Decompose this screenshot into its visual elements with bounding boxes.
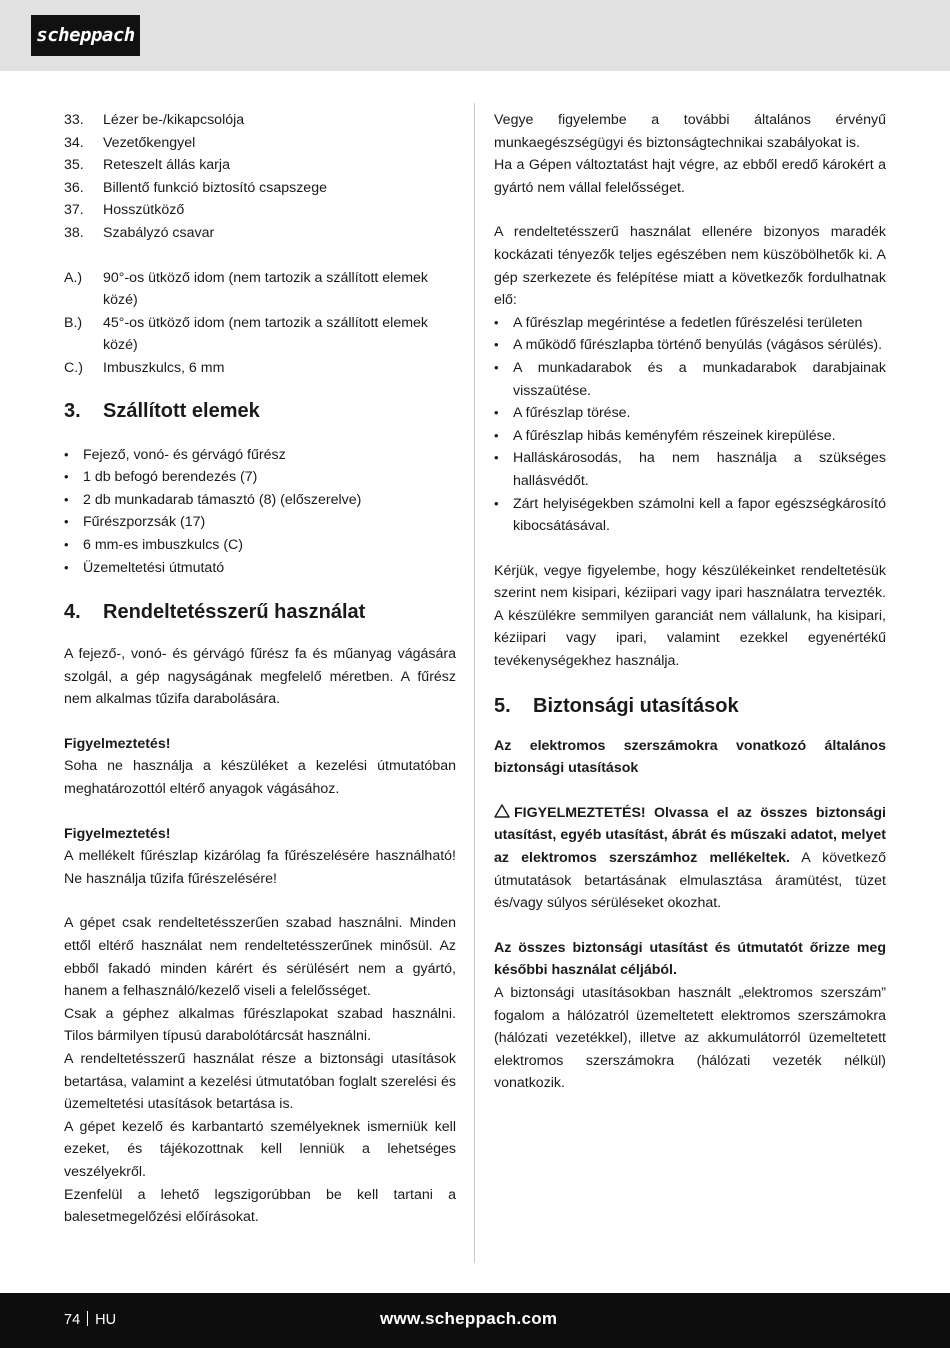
list-item: • A működő fűrészlapba történő benyúlás (vágásos sérülés). <box>494 334 886 357</box>
paragraph: A mellékelt fűrészlap kizárólag fa fűrészelésére használható! Ne használja tűzifa fűrészelésére! <box>64 848 456 887</box>
paragraph: A fejező-, vonó- és gérvágó fűrész fa és műanyag vágására szolgál, a gép nagyságának megfelelő méretben. A fűrész nem alkalmas tűzifa darabolására. <box>64 646 456 708</box>
warning-triangle-icon <box>494 803 510 817</box>
left-column <box>64 109 456 1229</box>
paragraph: A rendeltetésszerű használat ellenére bizonyos maradék kockázati tényezők teljes egészében nem küszöbölhetők ki. A gép szerkezete és felépítése miatt a következők fordulhatnak elő: <box>494 224 886 309</box>
list-item: • A munkadarabok és a munkadarabok darabjainak visszaütése. <box>494 357 886 402</box>
subheading: Az elektromos szerszámokra vonatkozó általános biztonsági utasítások <box>494 737 886 777</box>
list-item: • A fűrészlap hibás keményfém részeinek kirepülése. <box>494 425 886 448</box>
page-footer <box>0 1293 950 1348</box>
list-item: 38. Szabályzó csavar <box>64 224 215 241</box>
paragraph: A gépet csak rendeltetésszerűen szabad használni. Minden ettől eltérő használat nem rendeltetésszerűnek minősül. Az ebből fakadó minden kárért és sérülésért nem a gyártó, hanem a felhasználó/kezelő viseli a felelősséget. <box>64 915 456 1000</box>
delivery-list <box>64 444 456 580</box>
website-link[interactable]: www.scheppach.com <box>380 1309 558 1328</box>
accessories-list <box>64 267 456 380</box>
list-item: 34. Vezetőkengyel <box>64 134 196 151</box>
right-column <box>494 109 886 1095</box>
paragraph: Vegye figyelembe a további általános érvényű munkaegészségügyi és biztonságtechnikai szabályokat is. <box>494 112 886 151</box>
list-item: • Zárt helyiségekben számolni kell a fapor egészségkárosító kibocsátásával. <box>494 493 886 538</box>
list-item: 33. Lézer be-/kikapcsolója <box>64 112 245 128</box>
list-item: • Fejező, vonó- és gérvágó fűrész <box>64 444 456 467</box>
paragraph: Ezenfelül a lehető legszigorúbban be kell tartani a balesetmegelőzési előírásokat. <box>64 1186 456 1226</box>
paragraph: A gépet kezelő és karbantartó személyeknek ismerniük kell ezeket, és tájékozottnak kell lenniük a lehetséges veszélyekről. <box>64 1118 456 1180</box>
parts-list <box>64 109 456 245</box>
scheppach-logo: scheppach <box>31 15 140 56</box>
list-item: • Fűrészporzsák (17) <box>64 511 456 534</box>
page-number: 74 HU <box>64 1312 117 1328</box>
warning-heading: Figyelmeztetés! <box>64 825 171 842</box>
list-item: C.) Imbuszkulcs, 6 mm <box>64 359 225 376</box>
list-item: • Halláskárosodás, ha nem használja a szükséges hallásvédőt. <box>494 447 886 492</box>
section-3-heading: 3. Szállított elemek <box>64 399 260 422</box>
page-header <box>0 0 950 71</box>
list-item: 37. Hosszütköző <box>64 202 185 219</box>
paragraph: Kérjük, vegye figyelembe, hogy készülékeinket rendeltetésük szerint nem kisipari, kéziipari vagy ipari használatra tervezték. A készülékre semmilyen garanciát nem vállalunk, ha kisipari, kéziipari vagy ipari, valamint ezekkel egyenértékű tevékenységekhez használja. <box>494 562 886 670</box>
separator <box>87 1311 88 1326</box>
subheading: Az összes biztonsági utasítást és útmutatót őrizze meg későbbi használat céljából. <box>494 939 886 979</box>
section-4-heading: 4. Rendeltetésszerű használat <box>64 601 366 624</box>
list-item: 35. Reteszelt állás karja <box>64 157 230 174</box>
paragraph: A biztonsági utasításokban használt „elektromos szerszám” fogalom a hálózatról üzemeltetett elektromos szerszámokra (hálózati vezetékkel), illetve az akkumulátorról üzemeltetett elektromos szerszámokra (hálózati vezeték nélkül) vonatkozik. <box>494 985 886 1092</box>
list-item: A.) 90°-os ütköző idom (nem tartozik a szállított elemek közé) <box>64 269 429 309</box>
paragraph: Csak a géphez alkalmas fűrészlapokat szabad használni. Tilos bármilyen típusú darabolótárcsát használni. <box>64 1005 456 1045</box>
risk-list <box>494 312 886 538</box>
list-item: • A fűrészlap megérintése a fedetlen fűrészelési területen <box>494 312 886 335</box>
list-item: • 6 mm-es imbuszkulcs (C) <box>64 534 456 557</box>
warning-paragraph: FIGYELMEZTETÉS! Olvassa el az összes biztonsági utasítást, egyéb utasítást, ábrát és műszaki adatot, melyet az elektromos szerszámhoz mellékeltek. A következő útmutatások betartásának elmulasztása áramütést, tüzet és/vagy súlyos sérüléseket okozhat. <box>494 804 886 912</box>
paragraph: Soha ne használja a készüléket a kezelési útmutatóban meghatározottól eltérő anyagok vágásához. <box>64 758 456 798</box>
list-item: 36. Billentő funkció biztosító csapszege <box>64 179 327 196</box>
section-5-heading: 5. Biztonsági utasítások <box>494 694 739 717</box>
paragraph: Ha a Gépen változtatást hajt végre, az ebből eredő károkért a gyártó nem vállal felelősséget. <box>494 157 886 196</box>
warning-heading: Figyelmeztetés! <box>64 735 171 752</box>
list-item: B.) 45°-os ütköző idom (nem tartozik a szállított elemek közé) <box>64 314 429 354</box>
list-item: • A fűrészlap törése. <box>494 402 886 425</box>
list-item: • 1 db befogó berendezés (7) <box>64 466 456 489</box>
paragraph: A rendeltetésszerű használat része a biztonsági utasítások betartása, valamint a kezelési útmutatóban foglalt szerelési és üzemeltetési utasítások betartása is. <box>64 1051 456 1113</box>
list-item: • Üzemeltetési útmutató <box>64 557 456 580</box>
column-divider <box>474 103 475 1263</box>
list-item: • 2 db munkadarab támasztó (8) (előszerelve) <box>64 489 456 512</box>
